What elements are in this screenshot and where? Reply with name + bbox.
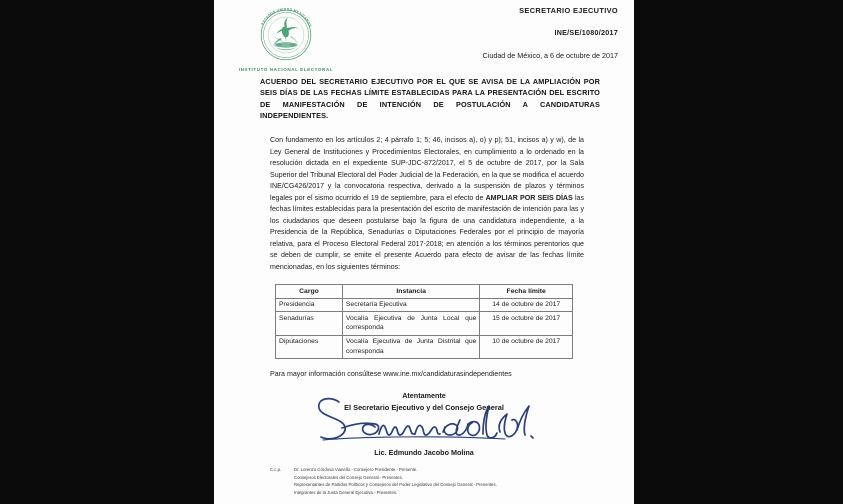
document-page bbox=[214, 0, 634, 504]
signature-icon bbox=[309, 394, 539, 454]
column-header-instancia: Instancia bbox=[342, 285, 480, 299]
table-header-row bbox=[276, 285, 573, 299]
table-row bbox=[276, 335, 573, 358]
handwritten-signature-area bbox=[214, 408, 634, 454]
ccp-recipient: Dr. Lorenzo Córdova Vianello.- Consejero Presidente.- Presente. bbox=[294, 467, 418, 473]
document-header bbox=[214, 0, 634, 70]
cell-cargo: Senadurías bbox=[276, 312, 343, 335]
ccp-recipient: Integrantes de la Junta General Ejecutiva.- Presentes. bbox=[294, 489, 398, 495]
signature-salutation: Atentamente bbox=[402, 390, 446, 400]
institution-name: INSTITUTO NACIONAL ELECTORAL bbox=[238, 67, 334, 72]
document-reference: INE/SE/1080/2017 bbox=[554, 28, 618, 37]
carbon-copy-block bbox=[270, 466, 600, 496]
column-header-fecha-limite: Fecha límite bbox=[480, 285, 573, 299]
more-info-prefix: Para mayor información consúltese bbox=[270, 369, 384, 378]
body-part-2: las fechas límites establecidas para la presentación del escrito de manifestación de intención para las y los ciudadanos que deseen postularse bajo la figura de una candidatura independiente, a la Presidencia de la República, Senadurías o Diputaciones Federales por el principio de mayoría relativa, para el Proceso Electoral Federal 2017-2018; en atención a los términos perentorios que se deben de cumplir, se emite el presente Acuerdo para efecto de avisar de las fechas límite mencionadas, en los siguientes términos: bbox=[270, 193, 585, 271]
ccp-recipient: Representantes de Partidos Políticos y Consejeros del Poder Legislativo del Consejo General.- Presentes. bbox=[294, 482, 497, 488]
table-row bbox=[276, 312, 573, 335]
more-info-line bbox=[270, 370, 584, 378]
cell-fecha: 15 de octubre de 2017 bbox=[480, 312, 573, 335]
cell-instancia: Vocalía Ejecutiva de Junta Distrital que corresponda bbox=[342, 335, 480, 358]
header-right-block bbox=[358, 6, 618, 60]
ccp-recipient-list bbox=[294, 466, 600, 496]
cell-cargo: Diputaciones bbox=[276, 335, 343, 358]
document-title: ACUERDO DEL SECRETARIO EJECUTIVO POR EL QUE SE AVISA DE LA AMPLIACIÓN POR SEIS DÍAS DE LAS FECHAS LÍMITE ESTABLECIDAS PARA LA PRESENTACIÓN DEL ESCRITO DE MANIFESTACIÓN DE INTENCIÓN DE POSTULACIÓN A CANDIDATURAS INDEPENDIENTES. bbox=[260, 77, 600, 120]
signatory-name: Lic. Edmundo Jacobo Molina bbox=[374, 447, 474, 457]
ccp-recipient: Consejeros Electorales del Consejo General.- Presentes. bbox=[294, 474, 403, 480]
cell-cargo: Presidencia bbox=[276, 298, 343, 312]
mexican-eagle-seal-icon bbox=[255, 4, 317, 66]
signature-role: El Secretario Ejecutivo y del Consejo General bbox=[344, 402, 504, 412]
place-and-date: Ciudad de México, a 6 de octubre de 2017 bbox=[482, 51, 618, 60]
cell-instancia: Vocalía Ejecutiva de Junta Local que corresponda bbox=[342, 312, 480, 335]
cell-instancia: Secretaría Ejecutiva bbox=[342, 298, 480, 312]
signature-block bbox=[214, 391, 634, 457]
office-title: SECRETARIO EJECUTIVO bbox=[519, 6, 618, 15]
ccp-label: C.c.p. bbox=[270, 467, 282, 473]
cell-fecha: 14 de octubre de 2017 bbox=[480, 298, 573, 312]
institution-logo bbox=[238, 4, 334, 72]
deadlines-table bbox=[275, 284, 573, 359]
body-emphasis: AMPLIAR POR SEIS DÍAS bbox=[485, 193, 573, 202]
info-website-link[interactable]: www.ine.mx/candidaturasindependientes bbox=[383, 369, 512, 378]
body-part-1: Con fundamento en los artículos 2; 4 párrafo 1; 5; 46, incisos a), o) y p); 51, incisos a) y w), de la Ley General de Instituciones y Procedimientos Electorales, en cumplimiento a lo ordenado en la resolución dictada en el expediente SUP-JDC-872/2017, el 5 de octubre de 2017, por la Sala Superior del Tribunal Electoral del Poder Judicial de la Federación, en la que se modifica el acuerdo INE/CG426/2017 y la convocatoria respectiva, derivado a la suspensión de plazos y términos legales por el sismo ocurrido el 19 de septiembre, para el efecto de bbox=[270, 136, 584, 202]
column-header-cargo: Cargo bbox=[276, 285, 343, 299]
svg-text:ESTADOS UNIDOS MEXICANOS: ESTADOS UNIDOS MEXICANOS bbox=[260, 7, 313, 28]
document-body-paragraph bbox=[270, 135, 584, 273]
cell-fecha: 10 de octubre de 2017 bbox=[480, 335, 573, 358]
table-row bbox=[276, 298, 573, 312]
deadlines-table-wrapper bbox=[214, 284, 634, 359]
